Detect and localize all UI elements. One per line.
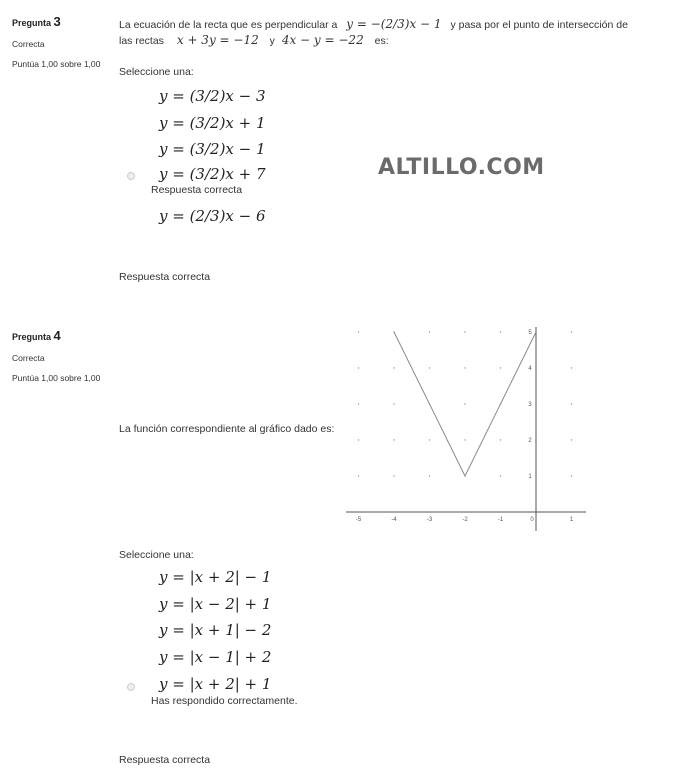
y-tick-label: 1 bbox=[528, 474, 532, 480]
x-tick-label: 1 bbox=[569, 517, 574, 523]
grid-dot bbox=[358, 439, 359, 440]
answer-option-c[interactable]: y = (3/2)x − 1 bbox=[159, 140, 266, 158]
question-info-4 bbox=[12, 328, 102, 385]
grid-dot bbox=[393, 439, 394, 440]
question-text: y bbox=[269, 35, 275, 47]
x-tick-label: -3 bbox=[426, 517, 433, 523]
equation-perpendicular: y = −(2/3)x − 1 bbox=[346, 17, 442, 31]
y-tick-label: 2 bbox=[528, 438, 532, 444]
grid-dot bbox=[571, 439, 572, 440]
question-grade: Puntúa 1,00 sobre 1,00 bbox=[12, 59, 101, 69]
answer-option-c[interactable]: y = |x + 1| − 2 bbox=[159, 621, 272, 639]
question-text: y pasa por el punto de intersección de bbox=[450, 19, 628, 31]
select-label: Seleccione una: bbox=[119, 549, 194, 561]
answer-option-d[interactable]: y = (3/2)x + 7 bbox=[159, 165, 266, 183]
question-state: Correcta bbox=[12, 39, 45, 49]
grid-dot bbox=[429, 439, 430, 440]
question-text: La función correspondiente al gráfico dado es: bbox=[119, 423, 335, 435]
x-tick-label: -2 bbox=[462, 517, 468, 523]
question-text: las rectas bbox=[119, 35, 164, 47]
grid-dot bbox=[500, 367, 501, 368]
answer-option-d[interactable]: y = |x − 1| + 2 bbox=[159, 648, 272, 666]
option-feedback: Respuesta correcta bbox=[151, 184, 243, 196]
grid-dots bbox=[358, 331, 572, 476]
grid-dot bbox=[464, 367, 465, 368]
x-tick-label: -5 bbox=[355, 517, 362, 523]
grid-dot bbox=[358, 367, 359, 368]
grid-dot bbox=[393, 403, 394, 404]
equation-line-2: 4x − y = −22 bbox=[281, 33, 364, 47]
question-label: Pregunta bbox=[12, 332, 52, 342]
grid-dot bbox=[429, 475, 430, 476]
grid-dot bbox=[500, 439, 501, 440]
grid-dot bbox=[500, 475, 501, 476]
option-feedback: Has respondido correctamente. bbox=[151, 695, 298, 707]
question-number-3 bbox=[12, 14, 102, 29]
function-graph bbox=[346, 325, 590, 533]
answer-option-b[interactable]: y = |x − 2| + 1 bbox=[159, 595, 272, 613]
grid-dot bbox=[464, 331, 465, 332]
question-text-line-1 bbox=[119, 17, 628, 31]
question-text-line-2 bbox=[119, 33, 389, 47]
answer-option-a[interactable]: y = |x + 2| − 1 bbox=[159, 568, 272, 586]
question-info-3 bbox=[12, 14, 102, 71]
y-tick-label: 3 bbox=[528, 402, 532, 408]
grid-dot bbox=[358, 331, 359, 332]
question-label: Pregunta bbox=[12, 18, 52, 28]
x-tick-label: 0 bbox=[530, 517, 534, 523]
answer-radio-selected[interactable] bbox=[127, 683, 135, 691]
answer-option-a[interactable]: y = (3/2)x − 3 bbox=[159, 87, 266, 105]
grid-dot bbox=[429, 367, 430, 368]
grid-dot bbox=[358, 403, 359, 404]
grid-dot bbox=[571, 367, 572, 368]
y-tick-label: 5 bbox=[528, 330, 532, 336]
grid-dot bbox=[393, 475, 394, 476]
watermark: ALTILLO.COM bbox=[378, 155, 545, 180]
grid-dot bbox=[393, 367, 394, 368]
grid-dot bbox=[571, 475, 572, 476]
y-tick-label: 4 bbox=[528, 366, 532, 372]
general-feedback: Respuesta correcta bbox=[119, 271, 211, 283]
x-tick-labels bbox=[356, 517, 574, 523]
select-label: Seleccione una: bbox=[119, 66, 194, 78]
x-tick-label: -1 bbox=[497, 517, 504, 523]
y-tick-labels bbox=[528, 330, 532, 480]
question-state: Correcta bbox=[12, 353, 45, 363]
x-tick-label: -4 bbox=[391, 517, 397, 523]
answer-option-e[interactable]: y = (2/3)x − 6 bbox=[159, 207, 266, 225]
grid-dot bbox=[464, 439, 465, 440]
equation-line-1: x + 3y = −12 bbox=[176, 33, 259, 47]
grid-dot bbox=[429, 331, 430, 332]
grid-dot bbox=[358, 475, 359, 476]
answer-option-b[interactable]: y = (3/2)x + 1 bbox=[159, 114, 266, 132]
answer-option-e[interactable]: y = |x + 2| + 1 bbox=[159, 675, 272, 693]
question-grade: Puntúa 1,00 sobre 1,00 bbox=[12, 373, 101, 383]
question-text: La ecuación de la recta que es perpendicular a bbox=[119, 19, 338, 31]
answer-radio-selected[interactable] bbox=[127, 172, 135, 180]
question-number-4 bbox=[12, 328, 102, 343]
grid-dot bbox=[500, 331, 501, 332]
grid-dot bbox=[464, 403, 465, 404]
question-number-value: 3 bbox=[53, 14, 61, 29]
question-number-value: 4 bbox=[53, 328, 61, 343]
general-feedback: Respuesta correcta bbox=[119, 754, 211, 766]
grid-dot bbox=[571, 403, 572, 404]
question-text: es: bbox=[374, 35, 389, 47]
grid-dot bbox=[571, 331, 572, 332]
